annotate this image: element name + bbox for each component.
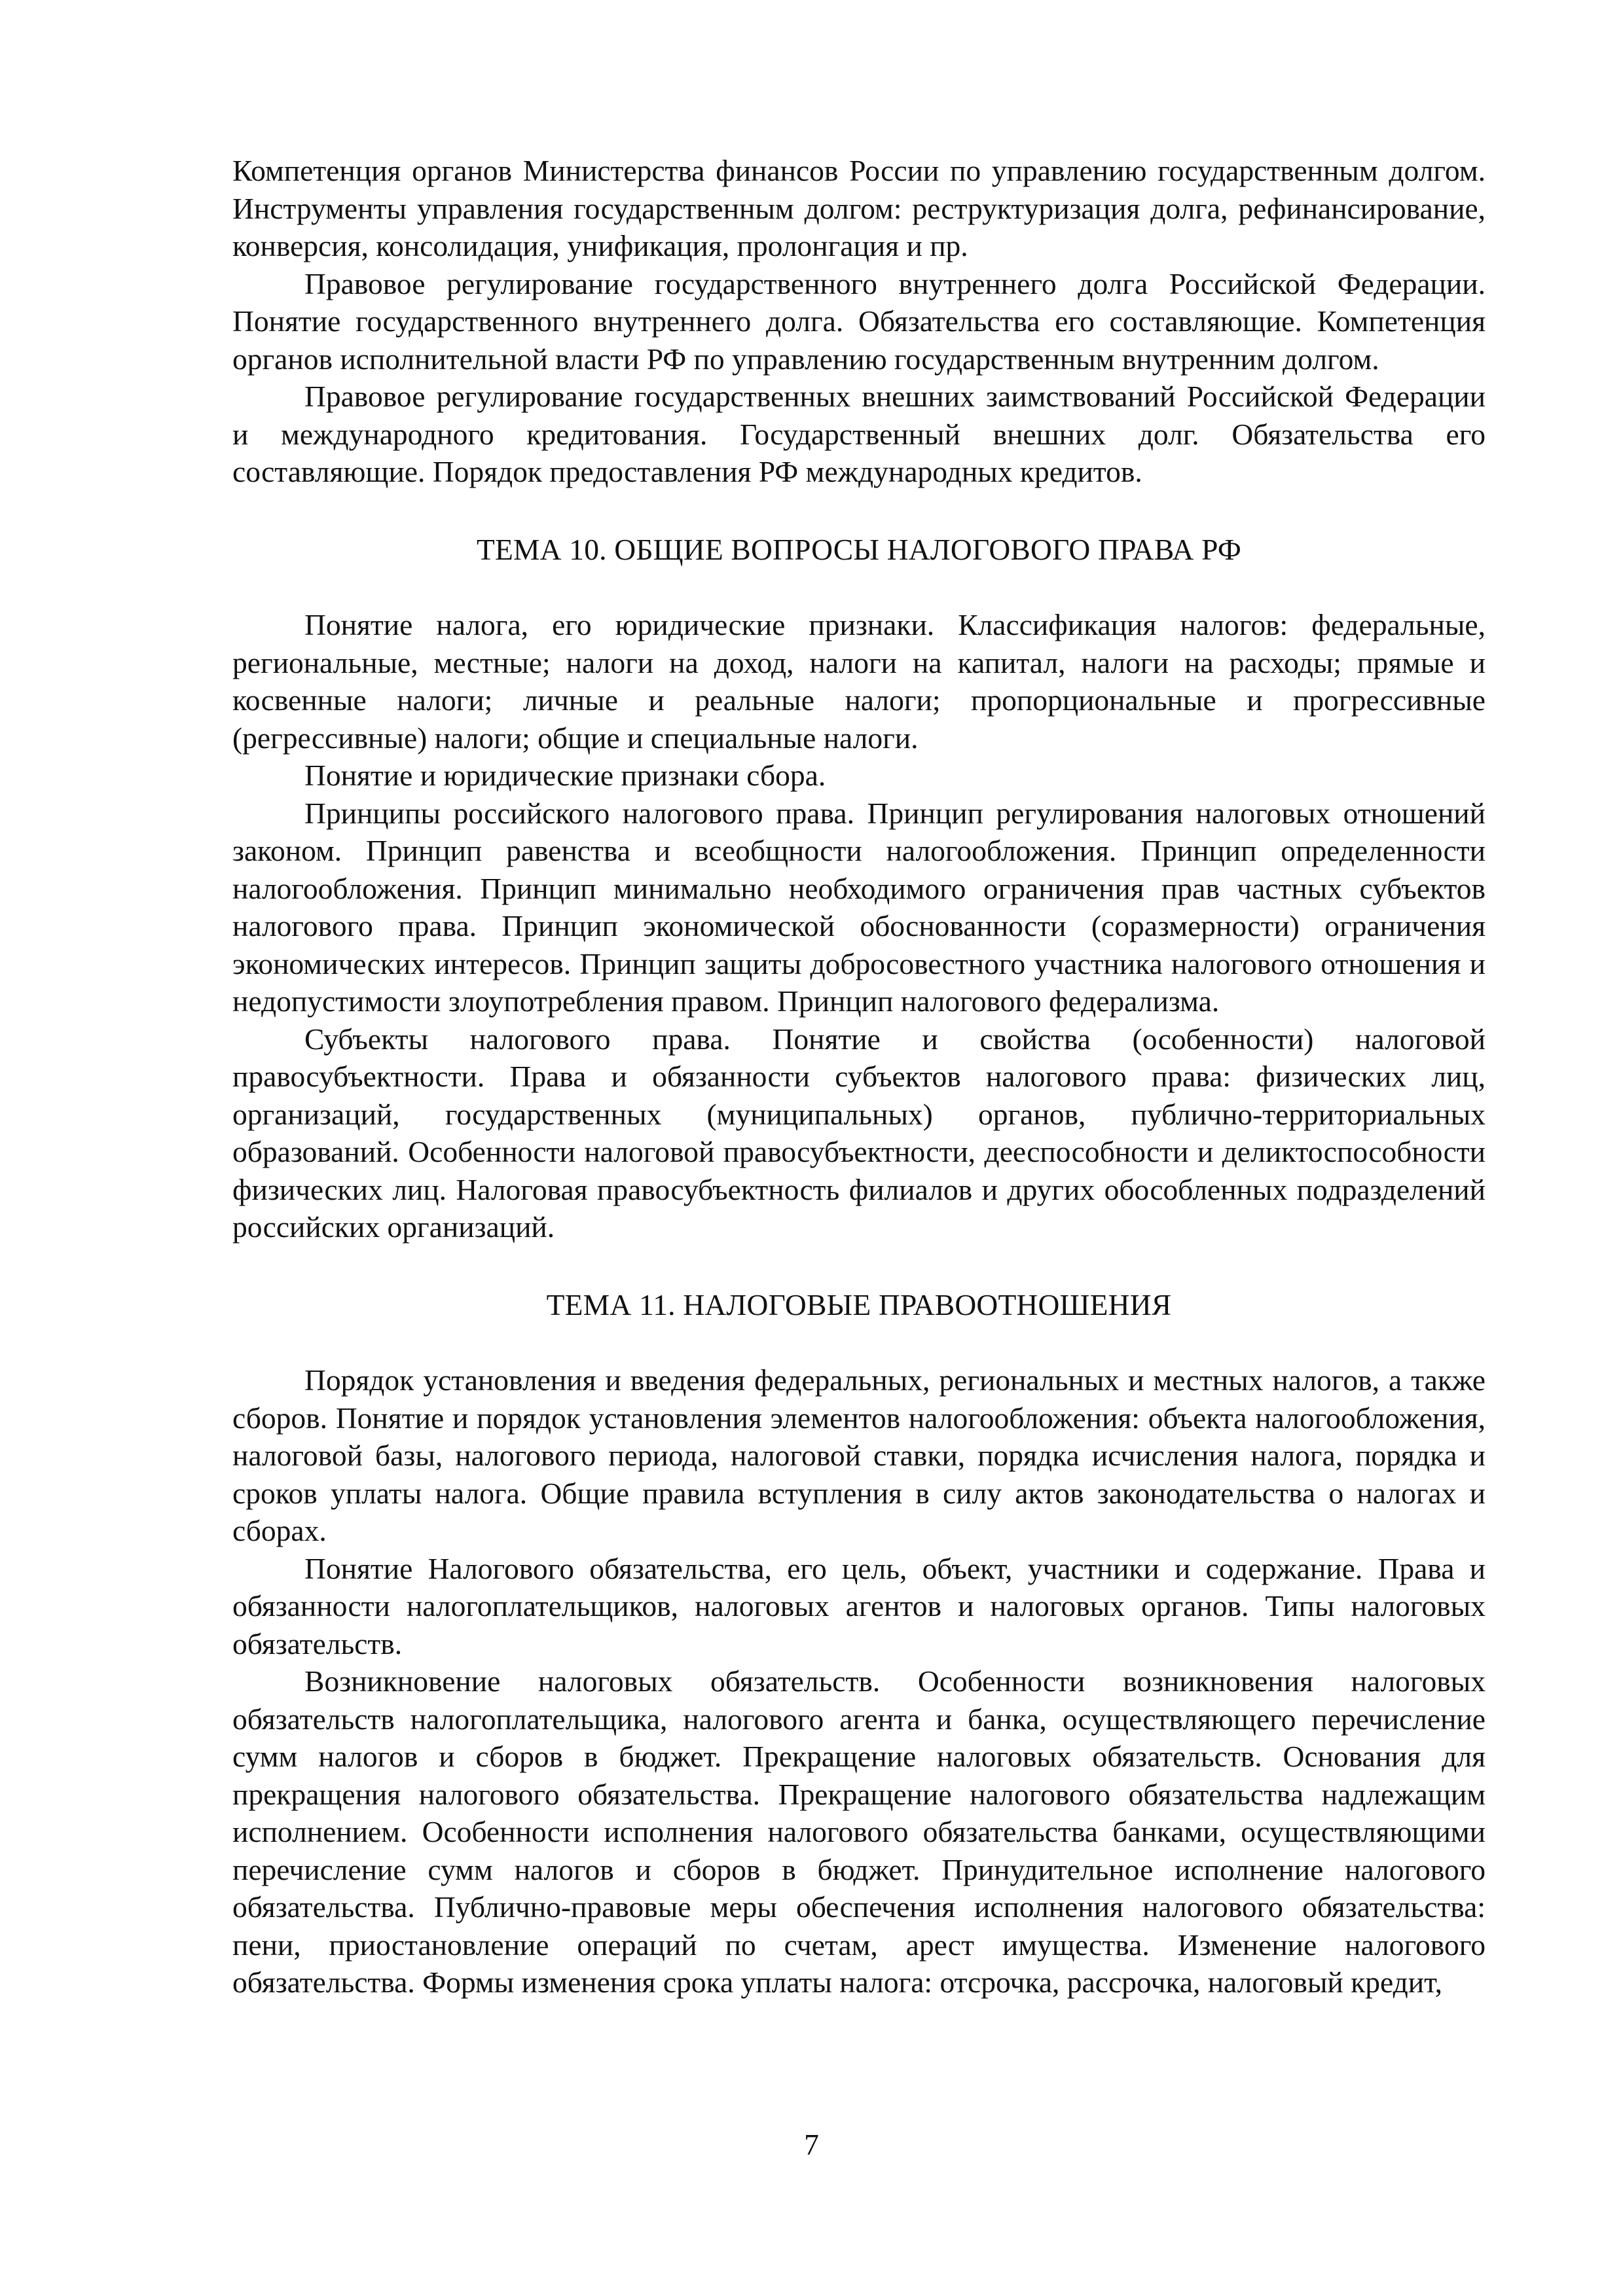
paragraph: Правовое регулирование государственных внешних заимствований Российской Федерации и международного кредитования. Государственный внешних долг. Обязательства его составляющие. Порядок предоставления РФ международных кредитов. <box>232 380 1486 488</box>
paragraph: Правовое регулирование государственного внутреннего долга Российской Федерации. Понятие государственного внутреннего долга. Обязательства его составляющие. Компетенция органов исполнительной власти РФ по управлению государственным внутренним долгом. <box>232 266 1486 376</box>
paragraph: Субъекты налогового права. Понятие и свойства (особенности) налоговой правосубъектности. Права и обязанности субъектов налогового права: физических лиц, организаций, государственных (муниципальных) органов, публично-территориальных образований. Особенности налоговой правосубъектности, дееспособности и деликтоспособности физических лиц. Налоговая правосубъектность филиалов и других обособленных подразделений российских организаций. <box>232 1022 1486 1244</box>
section-heading-11: ТЕМА 11. НАЛОГОВЫЕ ПРАВООТНОШЕНИЯ <box>546 1287 1172 1321</box>
paragraph: Возникновение налоговых обязательств. Особенности возникновения налоговых обязательств налогоплательщика, налогового агента и банка, осуществляющего перечисление сумм налогов и сборов в бюджет. Прекращение налоговых обязательств. Основания для прекращения налогового обязательства. Прекращение налогового обязательства надлежащим исполнением. Особенности исполнения налогового обязательства банками, осуществляющими перечисление сумм налогов и сборов в бюджет. Принудительное исполнение налогового обязательства. Публично-правовые меры обеспечения исполнения налогового обязательства: пени, приостановление операций по счетам, арест имущества. Изменение налогового обязательства. Формы изменения срока уплаты налога: отсрочка, рассрочка, налоговый кредит, <box>232 1664 1486 1999</box>
paragraph: Принципы российского налогового права. Принцип регулирования налоговых отношений законом. Принцип равенства и всеобщности налогообложения. Принцип определенности налогообложения. Принцип минимально необходимого ограничения прав частных субъектов налогового права. Принцип экономической обоснованности (соразмерности) ограничения экономических интересов. Принцип защиты добросовестного участника налогового отношения и недопустимости злоупотребления правом. Принцип налогового федерализма. <box>232 796 1486 1018</box>
paragraph: Понятие Налогового обязательства, его цель, объект, участники и содержание. Права и обязанности налогоплательщиков, налоговых агентов и налоговых органов. Типы налоговых обязательств. <box>232 1551 1486 1660</box>
section-heading-10: ТЕМА 10. ОБЩИЕ ВОПРОСЫ НАЛОГОВОГО ПРАВА РФ <box>476 532 1242 566</box>
document-page <box>232 152 1486 2001</box>
paragraph: Порядок установления и введения федеральных, региональных и местных налогов, а также сборов. Понятие и порядок установления элементов налогообложения: объекта налогообложения, налоговой базы, налогового периода, налоговой ставки, порядка исчисления налога, порядка и сроков уплаты налога. Общие правила вступления в силу актов законодательства о налогах и сборах. <box>232 1363 1486 1547</box>
page-number: 7 <box>804 2128 819 2161</box>
paragraph: Компетенция органов Министерства финансов России по управлению государственным долгом. Инструменты управления государственным долгом: реструктуризация долга, рефинансирование, конверсия, консолидация, унификация, пролонгация и пр. <box>232 154 1486 262</box>
paragraph: Понятие и юридические признаки сбора. <box>304 759 826 792</box>
paragraph: Понятие налога, его юридические признаки. Классификация налогов: федеральные, региональные, местные; налоги на доход, налоги на капитал, налоги на расходы; прямые и косвенные налоги; личные и реальные налоги; пропорциональные и прогрессивные (регрессивные) налоги; общие и специальные налоги. <box>232 608 1486 755</box>
